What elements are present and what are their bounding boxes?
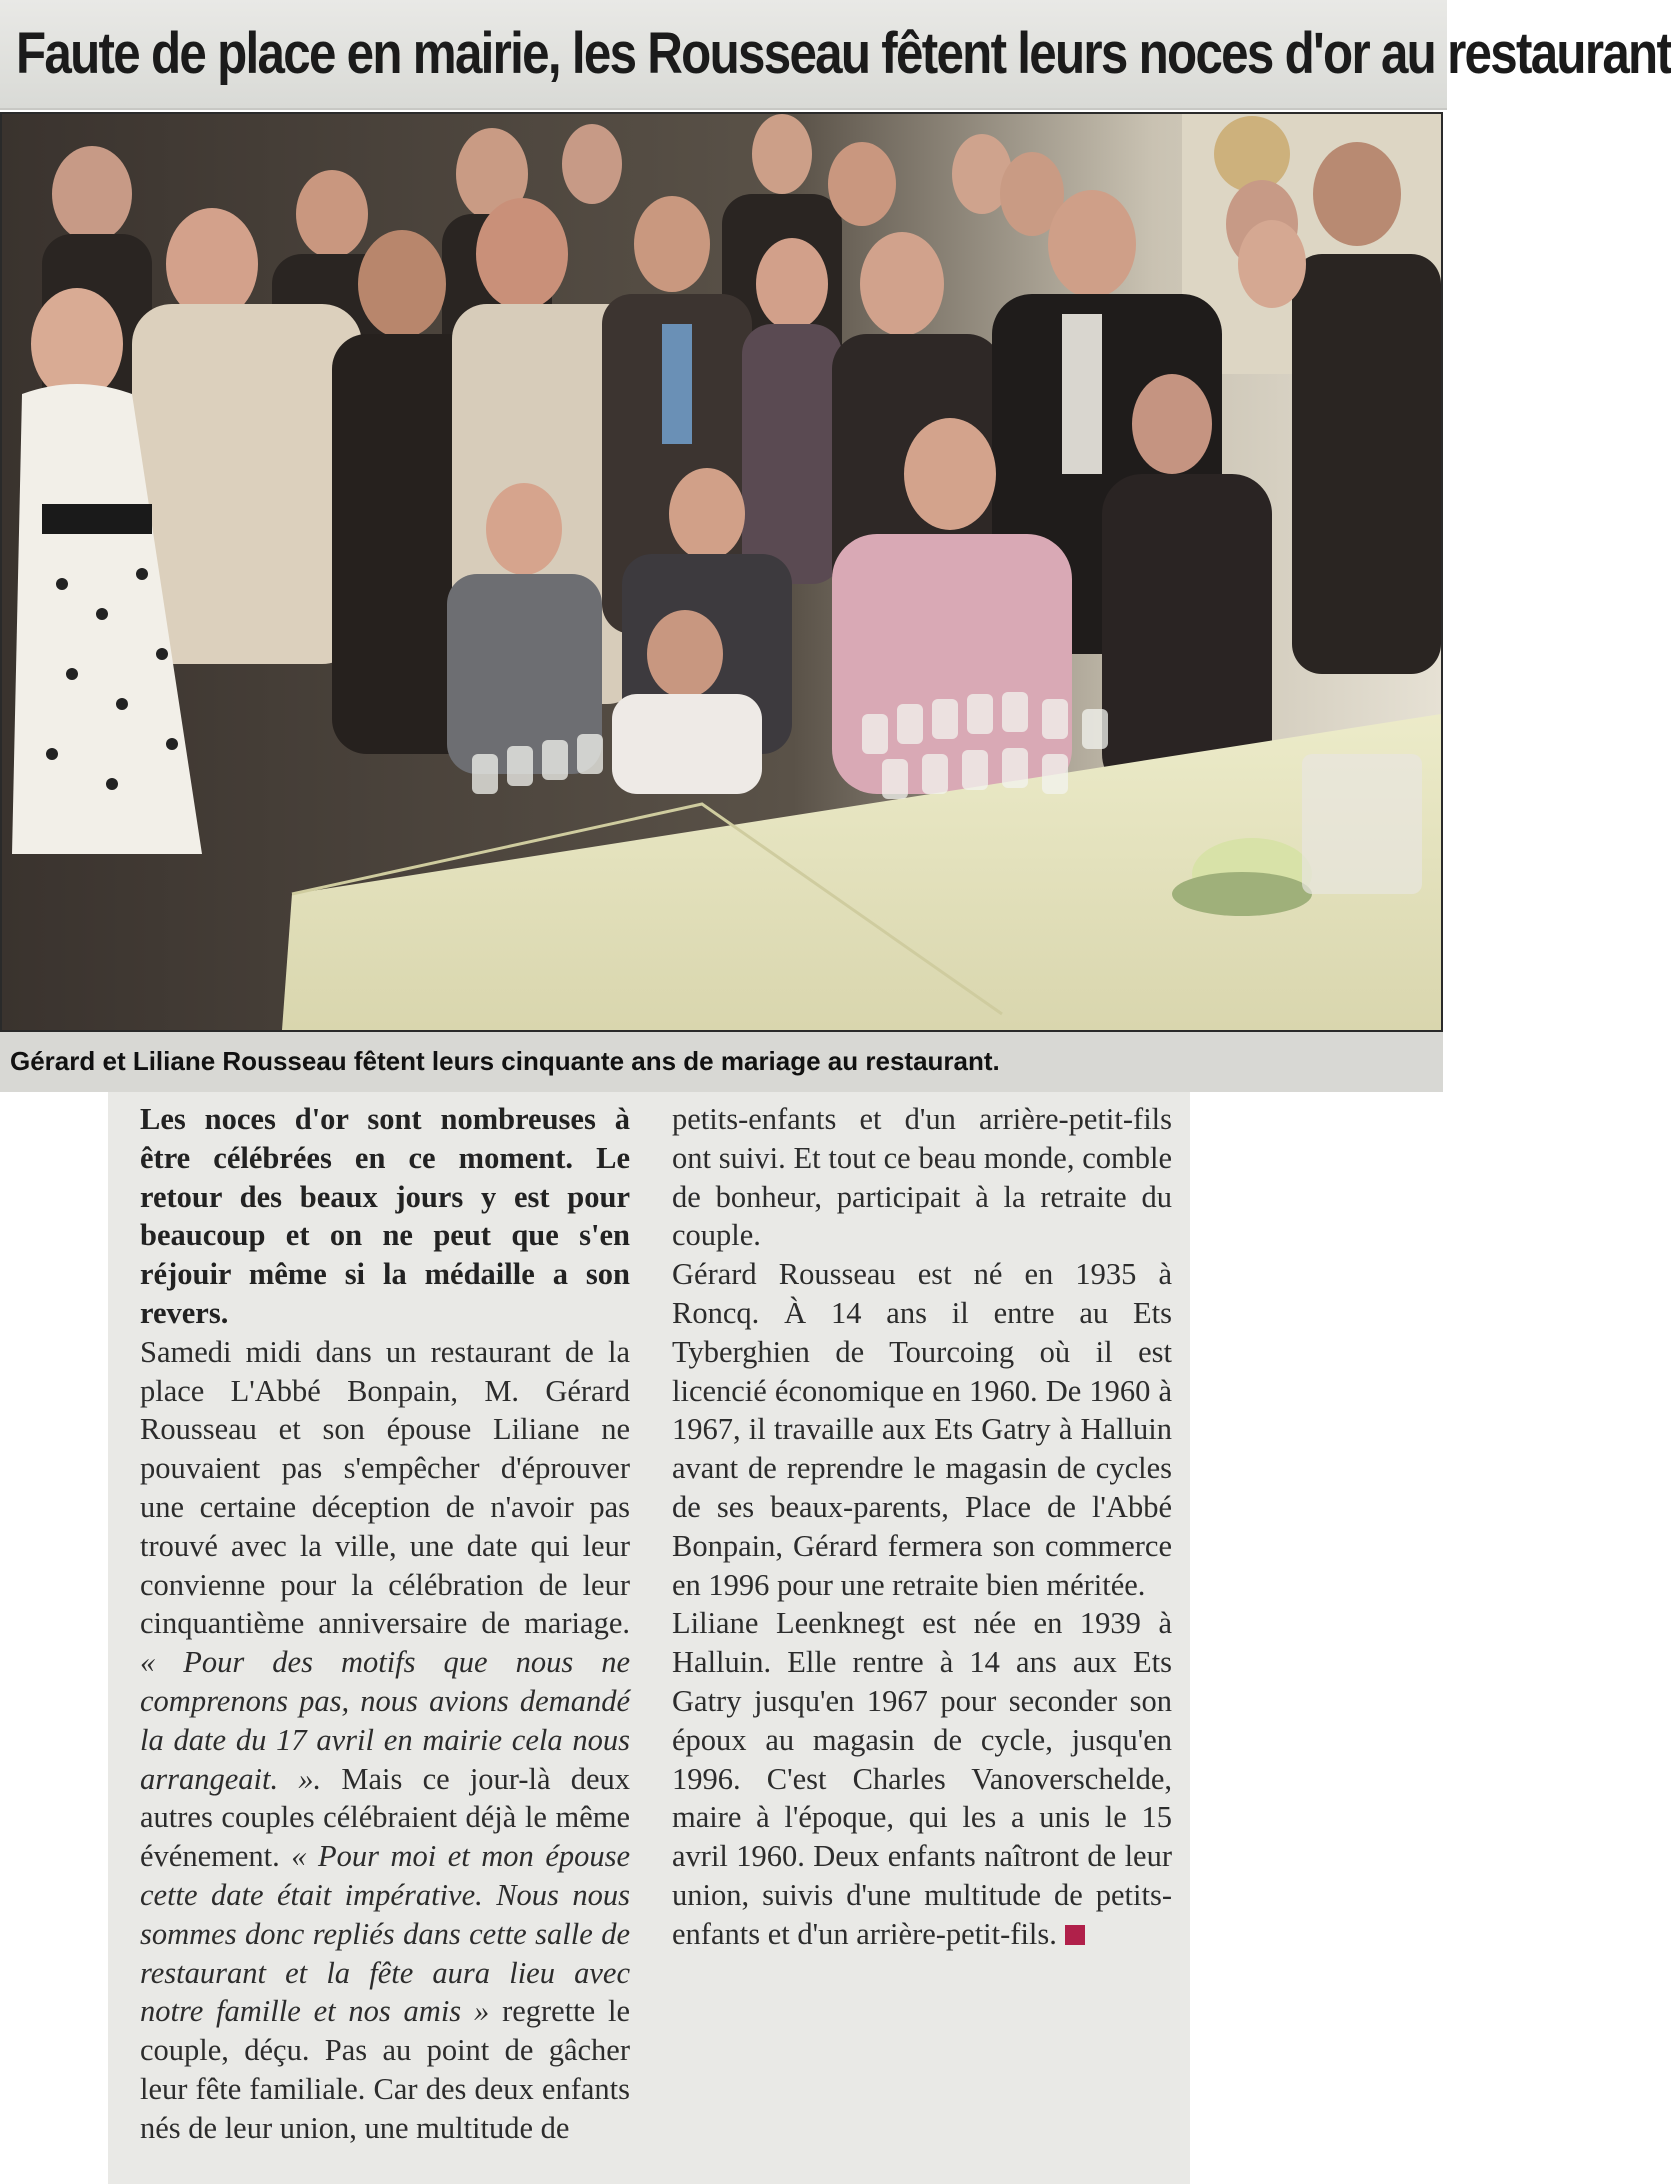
overflow-word: Et [793, 1140, 829, 1175]
group-photo [0, 112, 1443, 1032]
article-body [108, 1092, 1190, 2184]
overflow-word: suivi. [718, 1140, 794, 1175]
overflow-word: du [1141, 1179, 1172, 1214]
overflow-word: d'un [904, 1102, 979, 1136]
overflow-word: monde, [983, 1140, 1083, 1175]
overflow-word: couple. [672, 1218, 761, 1253]
photo-caption: Gérard et Liliane Rousseau fêtent leurs cinquante ans de mariage au restaurant. [10, 1046, 1000, 1076]
overflow-word: tout [828, 1140, 884, 1175]
quote-1: « Pour des motifs que nous ne comprenons pas, nous avions demandé la date du 17 avril en mairie cela nous arrangeait. ». [140, 1645, 630, 1796]
overflow-word: de [672, 1179, 716, 1214]
overflow-word: à [975, 1179, 1004, 1214]
headline-bar [0, 0, 1671, 110]
overflow-word: comble [1082, 1140, 1173, 1175]
article-paragraph-3 [672, 1604, 1172, 1953]
paragraph-1-continued: Mais ce jour-là deux autres couples célébraient déjà le même événement. [140, 1761, 630, 1874]
overflow-word: arrière-petit-fils [978, 1102, 1173, 1136]
paragraph-3-text: Liliane Leenknegt est née en 1939 à Halluin. Elle rentre à 14 ans aux Ets Gatry jusqu'en 1967 pour seconder son époux au magasin de cycle, jusqu'en 1996. C'est Charles Vanoverschelde, maire à l'époque, qui les a unis le 15 avril 1960. Deux enfants naîtront de leur union, suivis d'une multitude de petits-enfants et d'un arrière-petit-fils. [672, 1606, 1172, 1951]
overflow-word: retraite [1040, 1179, 1142, 1214]
quote-2: « Pour moi et mon épouse cette date était impérative. Nous nous sommes donc repliés dans cette salle de restaurant et la fête aura lieu avec notre famille et nos amis » [140, 1839, 631, 2029]
paragraph-1-end: regrette le couple, déçu. Pas au point de gâcher leur fête familiale. Car des deux enfants nés de leur union, une multitude de [140, 1994, 631, 2145]
paragraph-1-text: Samedi midi dans un restaurant de la place L'Abbé Bonpain, M. Gérard Rousseau et son épouse Liliane ne pouvaient pas s'empêcher d'éprouver une certaine déception de n'avoir pas trouvé avec la ville, une date qui leur convienne pour la célébration de leur cinquantième anniversaire de mariage. [140, 1334, 630, 1641]
overflow-word: ont [672, 1140, 719, 1175]
overflow-word: la [1003, 1179, 1041, 1214]
overflow-word: et [859, 1102, 905, 1136]
caption-bar [0, 1032, 1443, 1092]
article-column-right [672, 1100, 1172, 1954]
article-paragraph-1-overflow [672, 1100, 1172, 1255]
group-photo-illustration [2, 114, 1441, 1030]
article-paragraph-2: Gérard Rousseau est né en 1935 à Roncq. À 14 ans il entre au Ets Tyberghien de Tourcoing où il est licencié économique en 1960. De 1960 à 1967, il travaille aux Ets Gatry à Halluin avant de reprendre le magasin de cycles de ses beaux-parents, Place de l'Abbé Bonpain, Gérard fermera son commerce en 1996 pour une retraite bien méritée. [672, 1257, 1172, 1602]
end-of-article-icon [1065, 1925, 1085, 1945]
overflow-word: ce [883, 1140, 919, 1175]
headline: Faute de place en mairie, les Rousseau fêtent leurs noces d'or au restaurant [16, 21, 1671, 86]
overflow-word: participait [836, 1179, 976, 1214]
overflow-word: beau [918, 1140, 984, 1175]
overflow-word: petits-enfants [672, 1102, 860, 1136]
overflow-word: bonheur, [715, 1179, 837, 1214]
article-lead: Les noces d'or sont nombreuses à être célébrées en ce moment. Le retour des beaux jours y est pour beaucoup et on ne peut que s'en réjouir même si la médaille a son revers. [140, 1102, 630, 1330]
article-paragraph-1 [140, 1333, 630, 2148]
article-column-left [140, 1100, 630, 2148]
